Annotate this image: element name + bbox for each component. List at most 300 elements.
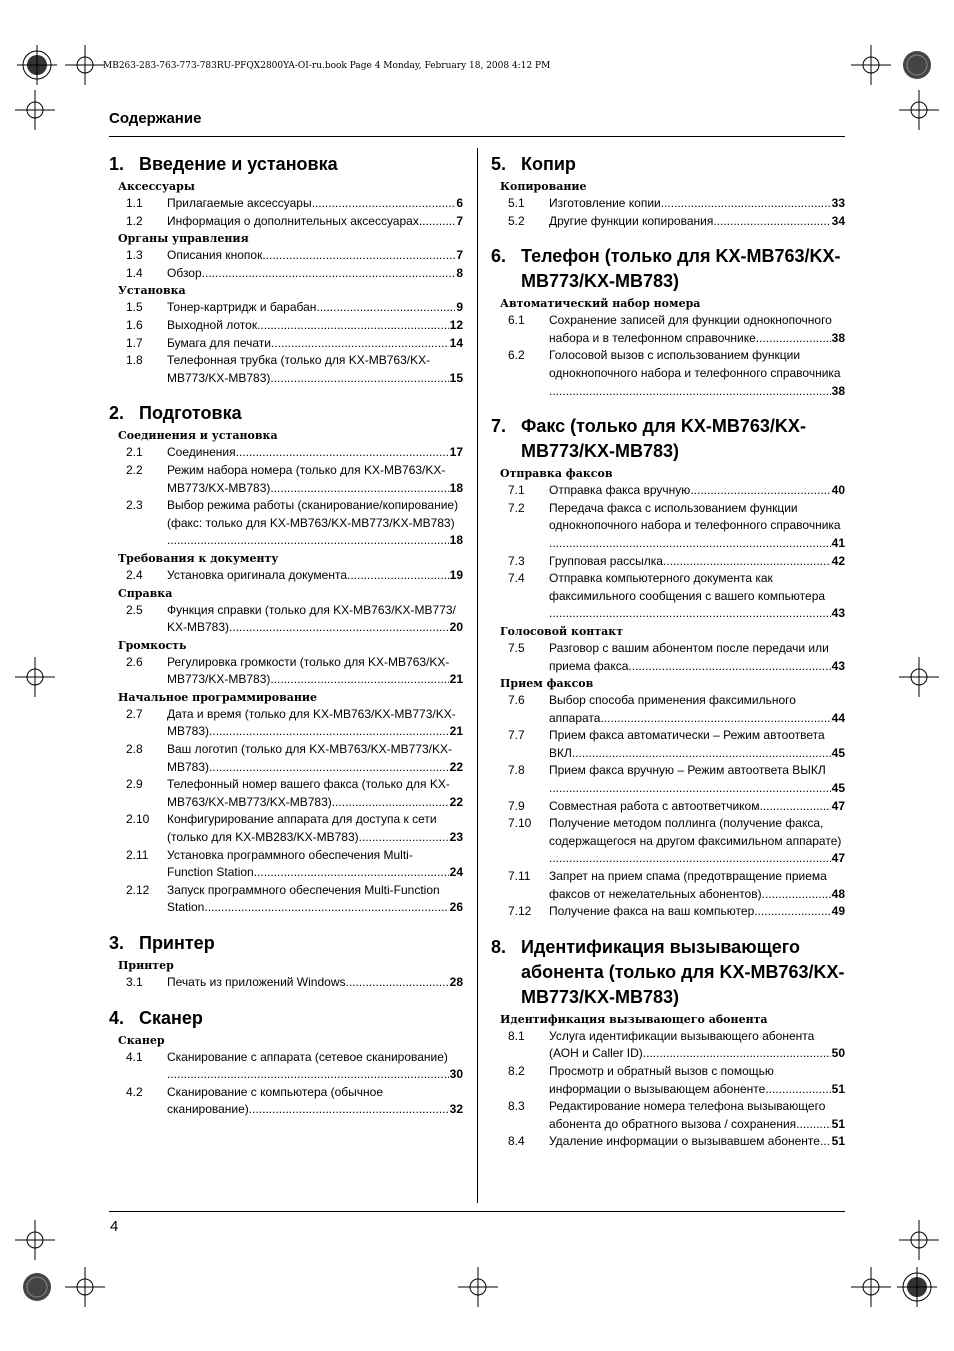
entry-number: 1.1 [126,196,143,210]
entry-number: 4.1 [126,1049,143,1064]
entry-line: однокнопочного набора и телефонного справочника [549,365,841,380]
dot-leader [236,444,449,462]
toc-entry[interactable] [491,815,845,868]
entry-page-number[interactable]: 14 [449,335,463,350]
entry-line: Получение методом поллинга (получение факса, [549,816,824,831]
entry-leader-line [167,619,463,637]
section-title: Копир [521,154,576,174]
entry-leader-line [549,605,845,623]
entry-leader-line [167,265,463,283]
entry-number: 4.2 [126,1084,143,1099]
entry-leader-line [549,213,845,231]
toc-entry[interactable] [491,1063,845,1098]
toc-entry[interactable] [109,497,463,550]
entry-line: Отправка факса вручную [549,483,691,498]
crosshair-mark-icon [846,1262,896,1312]
toc-entry[interactable] [109,847,463,882]
entry-line: Запуск программного обеспечения Multi-Function [167,882,440,897]
entry-number: 8.3 [508,1099,525,1114]
entry-line: Редактирование номера телефона вызывающего [549,1099,826,1114]
toc-entry[interactable] [491,1098,845,1133]
page-title: Содержание [109,110,202,127]
crosshair-mark-icon [10,85,60,135]
toc-entry[interactable] [491,312,845,347]
entry-leader-line [167,974,463,992]
entry-line: Соединения [167,445,236,460]
entry-leader-line [167,247,463,265]
entry-line: MB783) [167,759,210,774]
entry-page-number[interactable]: 34 [831,213,845,228]
entry-number: 6.2 [508,348,525,363]
entry-text [167,497,463,550]
toc-entry[interactable] [109,706,463,741]
toc-right-column [491,152,845,1165]
entry-page-number[interactable]: 21 [449,724,463,739]
entry-page-number[interactable]: 9 [456,300,463,315]
entry-page-number[interactable]: 18 [449,480,463,495]
entry-text [549,482,845,500]
entry-leader-line [167,213,463,231]
crosshair-mark-icon [894,652,944,702]
entry-page-number[interactable]: 7 [456,248,463,263]
entry-page-number[interactable]: 20 [449,620,463,635]
entry-page-number[interactable]: 45 [831,781,845,796]
section-number: 3. [109,933,125,953]
entry-number: 2.3 [126,498,143,513]
entry-page-number[interactable]: 43 [831,606,845,621]
entry-page-number[interactable]: 24 [449,865,463,880]
crosshair-mark-icon [10,652,60,702]
toc-entry[interactable] [109,567,463,585]
entry-page-number[interactable]: 22 [449,759,463,774]
toc-entry[interactable] [491,347,845,400]
entry-line: Услуга идентификации вызывающего абонента [549,1028,815,1043]
toc-entry[interactable] [109,741,463,776]
entry-page-number[interactable]: 8 [456,265,463,280]
entry-number: 8.2 [508,1064,525,1078]
entry-line: Информация о дополнительных аксессуарах [167,213,419,228]
entry-line: Прием факса автоматически – Режим автоответа [549,728,825,743]
entry-text [167,335,463,353]
entry-line: (АОН и Caller ID) [549,1046,643,1061]
entry-leader-line [549,745,845,763]
entry-page-number[interactable]: 30 [449,1067,463,1082]
entry-text [167,567,463,585]
entry-page-number[interactable]: 18 [449,533,463,548]
subsection-heading: Сканер [118,1033,165,1047]
toc-entry[interactable] [109,1084,463,1119]
entry-text [549,553,845,571]
entry-number: 7.6 [508,693,525,708]
entry-text [549,1133,845,1151]
dot-leader [762,886,831,904]
entry-number: 7.2 [508,500,525,515]
toc-section [109,152,463,387]
dot-leader [713,213,830,231]
dot-leader [661,195,831,213]
section-number: 5. [491,154,507,174]
dot-leader [270,480,448,498]
section-title: Сканер [139,1007,203,1028]
entry-page-number[interactable]: 6 [456,196,463,210]
entry-number: 1.5 [126,300,143,315]
entry-number: 1.6 [126,317,143,332]
dot-leader [600,710,830,728]
entry-line: Удаление информации о вызывавшем абоненте [549,1134,820,1149]
crosshair-mark-icon [846,40,896,90]
toc-entry[interactable] [109,335,463,353]
entry-text [549,312,845,347]
section-title: Телефон (только для KX-MB763/KX-MB773/KX-MB783) [521,246,841,292]
entry-leader-line [549,850,845,868]
entry-page-number[interactable]: 22 [449,794,463,809]
entry-line: Прием факса вручную – Режим автоответа ВЫКЛ [549,763,826,778]
entry-leader-line [167,671,463,689]
entry-text [549,1063,845,1098]
entry-line: Бумага для печати [167,335,271,350]
crosshair-mark-icon [894,85,944,135]
entry-number: 1.4 [126,265,143,280]
entry-leader-line [167,829,463,847]
toc-entry[interactable] [109,317,463,335]
entry-line: Прилагаемые аксессуары [167,196,312,210]
entry-number: 1.8 [126,353,143,368]
toc-entry[interactable] [491,1133,845,1151]
entry-number: 7.8 [508,763,525,778]
toc-entry[interactable] [109,213,463,231]
toc-entry[interactable] [109,654,463,689]
dot-leader [345,974,448,992]
dot-leader [663,553,831,571]
entry-line: приема факса [549,658,629,673]
entry-line: Изготовление копии [549,196,661,210]
entry-page-number[interactable]: 21 [449,672,463,687]
entry-line: Регулировка громкости (только для KX-MB763/KX- [167,654,450,669]
entry-line: Групповая рассылка [549,553,663,568]
subsection-heading: Копирование [500,180,587,193]
entry-line: MB773/KX-MB783) [167,480,271,495]
entry-line: Описания кнопок [167,248,263,263]
entry-line: набора и в телефонном справочнике [549,330,756,345]
toc-entry[interactable] [109,195,463,213]
entry-line: Печать из приложений Windows [167,975,346,989]
entry-text [549,213,845,231]
entry-page-number[interactable]: 15 [449,370,463,385]
entry-number: 2.12 [126,882,150,897]
entry-page-number[interactable]: 38 [831,330,845,345]
dot-leader [271,335,449,353]
entry-number: 8.1 [508,1028,525,1043]
entry-page-number[interactable]: 42 [831,553,845,568]
entry-number: 2.8 [126,742,143,757]
entry-page-number[interactable]: 28 [449,975,463,989]
entry-text [167,1084,463,1119]
toc-entry[interactable] [491,482,845,500]
entry-page-number[interactable]: 19 [449,567,463,582]
entry-leader-line [549,383,845,401]
toc-entry[interactable] [109,1049,463,1084]
entry-number: 7.11 [508,869,531,884]
entry-line: Отправка компьютерного документа как [549,571,773,586]
toc-section [491,152,845,230]
entry-line: Установка программного обеспечения Multi- [167,847,413,862]
entry-page-number[interactable]: 32 [449,1102,463,1117]
subsection-heading: Установка [118,284,186,298]
entry-leader-line [549,1116,845,1134]
entry-text [549,798,845,816]
crosshair-mark-icon [60,1262,110,1312]
registration-mark-icon [892,40,942,90]
entry-line: Функция справки (только для KX-MB763/KX-MB773/ [167,602,456,617]
dot-leader [690,482,830,500]
entry-number: 7.10 [508,816,532,831]
entry-page-number[interactable]: 44 [831,710,845,725]
entry-leader-line [549,195,845,213]
entry-line: аппарата [549,710,601,725]
section-number: 4. [109,1007,125,1028]
toc-entry[interactable] [109,299,463,317]
entry-page-number[interactable]: 38 [831,383,845,398]
entry-text [549,762,845,797]
entry-text [167,444,463,462]
subsection-heading: Автоматический набор номера [500,297,701,311]
section-heading [491,935,845,1010]
entry-line: Обзор [167,265,202,280]
entry-line: однокнопочного набора и телефонного справочника [549,518,841,533]
entry-line: MB763/KX-MB773/KX-MB783) [167,794,332,809]
dot-leader [759,798,830,816]
section-heading [491,244,845,294]
dot-leader [249,1101,449,1119]
entry-number: 5.2 [508,213,525,228]
toc-entry[interactable] [491,1028,845,1063]
entry-number: 7.1 [508,483,525,498]
entry-page-number[interactable]: 47 [831,798,845,813]
entry-text [549,868,845,903]
crosshair-mark-icon [894,1215,944,1265]
entry-number: 8.4 [508,1134,525,1149]
dot-leader [312,195,456,213]
entry-text [167,462,463,497]
entry-leader-line [167,335,463,353]
subsection-heading: Голосовой контакт [500,624,624,638]
entry-line: Разговор с вашим абонентом после передачи или [549,640,829,655]
section-number: 8. [491,936,507,957]
toc-entry[interactable] [109,444,463,462]
toc-entry[interactable] [491,798,845,816]
entry-page-number[interactable]: 50 [831,1046,845,1061]
toc-entry[interactable] [109,602,463,637]
subsection-heading: Аксессуары [118,180,195,193]
subsection-heading: Органы управления [118,232,249,246]
entry-number: 2.6 [126,654,143,669]
header-divider [109,136,845,137]
dot-leader [316,299,455,317]
entry-line: (факс: только для KX-MB763/KX-MB773/KX-MB783) [167,515,455,530]
dot-leader [257,317,449,335]
entry-number: 7.4 [508,571,525,586]
toc-entry[interactable] [491,553,845,571]
dot-leader [643,1045,831,1063]
entry-number: 2.5 [126,602,143,617]
entry-page-number[interactable]: 33 [831,196,845,210]
subsection-heading: Требования к документу [118,551,279,565]
entry-page-number[interactable]: 51 [831,1134,845,1149]
dot-leader [270,370,448,388]
entry-page-number[interactable]: 51 [831,1081,845,1096]
entry-line: факсов от нежелательных абонентов) [549,886,762,901]
entry-text [167,776,463,811]
subsection-heading: Принтер [118,959,174,972]
section-number: 7. [491,416,507,437]
section-heading [109,152,463,177]
toc-entry[interactable] [109,776,463,811]
entry-page-number[interactable]: 51 [831,1116,845,1131]
dot-leader [209,723,449,741]
subsection-heading: Громкость [118,638,187,652]
toc-entry[interactable] [109,265,463,283]
entry-number: 7.3 [508,553,525,568]
entry-number: 7.12 [508,904,532,919]
dot-leader [262,247,455,265]
entry-page-number[interactable]: 23 [449,830,463,845]
entry-leader-line [167,480,463,498]
toc-entry[interactable] [491,727,845,762]
entry-line: MB773/KX-MB783) [167,370,271,385]
entry-page-number[interactable]: 49 [831,904,845,919]
toc-entry[interactable] [109,882,463,917]
entry-page-number[interactable]: 12 [449,317,463,332]
entry-line: (только для KX-MB283/KX-MB783) [167,830,359,845]
entry-page-number[interactable]: 26 [449,900,463,915]
entry-number: 7.9 [508,798,525,813]
entry-text [167,352,463,387]
entry-leader-line [167,317,463,335]
dot-leader [549,605,831,623]
section-number: 2. [109,403,125,424]
entry-number: 2.4 [126,567,143,582]
toc-entry[interactable] [491,570,845,623]
dot-leader [270,671,448,689]
entry-page-number[interactable]: 40 [831,483,845,498]
dot-leader [549,535,831,553]
toc-entry[interactable] [109,247,463,265]
entry-page-number[interactable]: 45 [831,745,845,760]
entry-number: 1.2 [126,213,143,228]
entry-page-number[interactable]: 47 [831,851,845,866]
entry-leader-line [549,780,845,798]
entry-text [167,882,463,917]
entry-text [167,317,463,335]
entry-text [167,741,463,776]
toc-section [109,931,463,992]
entry-page-number[interactable]: 48 [831,886,845,901]
toc-entry[interactable] [109,974,463,992]
dot-leader [209,759,449,777]
dot-leader [229,619,449,637]
dot-leader [549,780,831,798]
entry-page-number[interactable]: 43 [831,658,845,673]
section-heading [109,401,463,426]
toc-entry[interactable] [491,640,845,675]
section-heading [491,414,845,464]
entry-line: Запрет на прием спама (предотвращение приема [549,869,827,884]
entry-text [167,602,463,637]
entry-text [167,299,463,317]
entry-line: сканирование) [167,1102,249,1117]
toc-entry[interactable] [109,352,463,387]
entry-leader-line [549,710,845,728]
entry-leader-line [167,567,463,585]
entry-line: Получение факса на ваш компьютер [549,904,755,919]
entry-line: Тонер-картридж и барабан [167,300,317,315]
entry-line: Сканирование с компьютера (обычное [167,1084,384,1099]
entry-leader-line [549,553,845,571]
entry-leader-line [167,444,463,462]
entry-line: Режим набора номера (только для KX-MB763/KX- [167,462,446,477]
entry-text [549,347,845,400]
entry-page-number[interactable]: 17 [449,445,463,460]
toc-entry[interactable] [491,195,845,213]
toc-entry[interactable] [491,500,845,553]
entry-leader-line [167,370,463,388]
dot-leader [549,383,831,401]
toc-entry[interactable] [491,903,845,921]
toc-entry[interactable] [491,868,845,903]
entry-leader-line [549,903,845,921]
entry-number: 1.3 [126,248,143,263]
subsection-heading: Отправка факсов [500,467,613,481]
entry-number: 2.2 [126,462,143,477]
entry-number: 5.1 [508,196,525,210]
entry-line: MB783) [167,724,210,739]
entry-leader-line [167,195,463,213]
entry-text [549,500,845,553]
toc-entry[interactable] [491,762,845,797]
toc-entry[interactable] [491,213,845,231]
entry-line: содержащегося на другом факсимильном аппарате) [549,833,842,848]
entry-line: Выходной лоток [167,317,258,332]
entry-page-number[interactable]: 7 [456,213,463,228]
entry-text [167,1049,463,1084]
page-number: 4 [110,1218,119,1235]
entry-text [167,195,463,213]
entry-line: Передача факса с использованием функции [549,500,798,515]
entry-number: 7.5 [508,640,525,655]
entry-page-number[interactable]: 41 [831,535,845,550]
section-number: 1. [109,154,125,174]
section-title: Подготовка [139,403,242,424]
toc-entry[interactable] [109,462,463,497]
entry-line: Сканирование с аппарата (сетевое сканирование) [167,1049,448,1064]
print-job-header: MB263-283-763-773-783RU-PFQX2800YA-OI-ru.book Page 4 Monday, February 18, 2008 4:12 PM [103,61,551,71]
toc-entry[interactable] [109,811,463,846]
entry-text [167,654,463,689]
entry-leader-line [549,658,845,676]
entry-line: абонента до обратного вызова / сохранения [549,1116,797,1131]
entry-text [167,974,463,992]
entry-leader-line [549,886,845,904]
entry-line: Выбор способа применения факсимильного [549,693,796,708]
dot-leader [572,745,831,763]
entry-line: информации о вызывающем абоненте [549,1081,766,1096]
entry-line: Дата и время (только для KX-MB763/KX-MB773/KX- [167,706,456,721]
entry-text [167,847,463,882]
section-heading [109,1006,463,1031]
toc-section [491,935,845,1151]
dot-leader [204,899,448,917]
toc-entry[interactable] [491,692,845,727]
